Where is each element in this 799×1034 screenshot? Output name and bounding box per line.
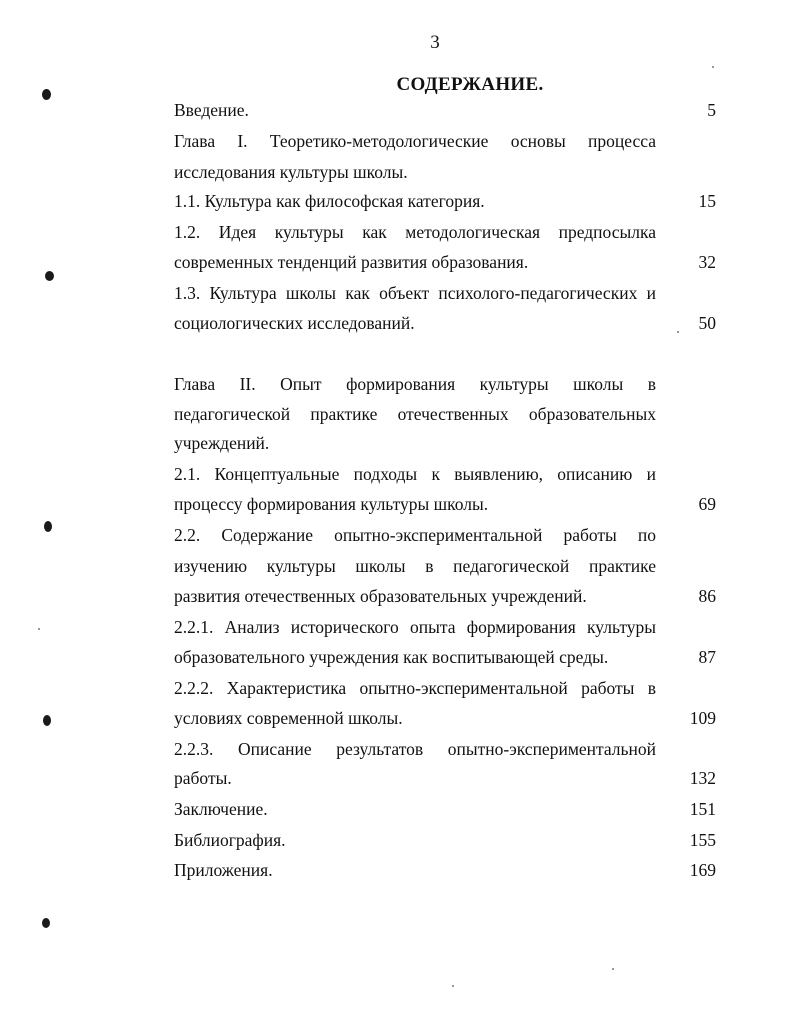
toc-entry-1-2: 1.2. Идея культуры как методологическая предпосылка bbox=[174, 222, 656, 242]
toc-entry-chapter-1-cont: исследования культуры школы. bbox=[174, 162, 408, 182]
page-number: 3 bbox=[430, 32, 440, 53]
toc-page-1-1: 15 bbox=[698, 191, 716, 211]
scan-speck bbox=[712, 66, 714, 68]
toc-entry-2-2: 2.2. Содержание опытно-экспериментальной работы по bbox=[174, 525, 656, 545]
toc-entry-2-1: 2.1. Концептуальные подходы к выявлению, описанию и bbox=[174, 464, 656, 484]
toc-entry-2-2-1-cont: образовательного учреждения как воспитывающей среды. bbox=[174, 647, 609, 667]
toc-entry-chapter-2-cont: педагогической практике отечественных образовательных bbox=[174, 404, 656, 424]
toc-entry-2-2-2: 2.2.2. Характеристика опытно-экспериментальной работы в bbox=[174, 678, 656, 698]
toc-page-2-2-2: 109 bbox=[689, 708, 716, 728]
toc-entry-2-1-cont: процессу формирования культуры школы. bbox=[174, 494, 489, 514]
toc-entry-2-2-3: 2.2.3. Описание результатов опытно-экспериментальной bbox=[174, 739, 656, 759]
toc-entry-bibliography: Библиография. bbox=[174, 830, 286, 850]
toc-entry-2-2-cont2: развития отечественных образовательных учреждений. bbox=[174, 586, 587, 606]
toc-page-intro: 5 bbox=[707, 100, 716, 120]
toc-page-1-2: 32 bbox=[698, 252, 716, 272]
toc-page-bibliography: 155 bbox=[689, 830, 716, 850]
toc-page-2-2: 86 bbox=[698, 586, 716, 606]
toc-entry-1-3-cont: социологических исследований. bbox=[174, 313, 415, 333]
scan-speck bbox=[452, 985, 454, 987]
scan-speck bbox=[612, 968, 614, 970]
toc-entry-intro: Введение. bbox=[174, 100, 249, 120]
toc-entry-appendices: Приложения. bbox=[174, 860, 273, 880]
toc-entry-2-2-1: 2.2.1. Анализ исторического опыта формирования культуры bbox=[174, 617, 656, 637]
toc-entry-1-3: 1.3. Культура школы как объект психолого-педагогических и bbox=[174, 283, 656, 303]
toc-page-2-1: 69 bbox=[698, 494, 716, 514]
toc-entry-1-2-cont: современных тенденций развития образования. bbox=[174, 252, 529, 272]
punch-hole-mark bbox=[44, 521, 52, 532]
punch-hole-mark bbox=[42, 918, 50, 928]
toc-entry-chapter-2-cont2: учреждений. bbox=[174, 433, 270, 453]
scan-speck bbox=[677, 331, 679, 333]
toc-entry-1-1: 1.1. Культура как философская категория. bbox=[174, 191, 485, 211]
toc-entry-conclusion: Заключение. bbox=[174, 799, 268, 819]
toc-page-conclusion: 151 bbox=[689, 799, 716, 819]
toc-entry-2-2-3-cont: работы. bbox=[174, 768, 232, 788]
scan-speck bbox=[38, 628, 40, 630]
punch-hole-mark bbox=[43, 715, 51, 726]
page-title: СОДЕРЖАНИЕ. bbox=[396, 74, 544, 95]
toc-page-2-2-1: 87 bbox=[698, 647, 716, 667]
punch-hole-mark bbox=[45, 271, 54, 281]
toc-entry-chapter-2: Глава II. Опыт формирования культуры школы в bbox=[174, 374, 656, 394]
punch-hole-mark bbox=[42, 89, 51, 100]
toc-entry-chapter-1: Глава I. Теоретико-методологические основы процесса bbox=[174, 131, 656, 151]
toc-page-2-2-3: 132 bbox=[689, 768, 716, 788]
toc-page-appendices: 169 bbox=[689, 860, 716, 880]
toc-entry-2-2-2-cont: условиях современной школы. bbox=[174, 708, 403, 728]
toc-entry-2-2-cont: изучению культуры школы в педагогической практике bbox=[174, 556, 656, 576]
toc-page-1-3: 50 bbox=[698, 313, 716, 333]
